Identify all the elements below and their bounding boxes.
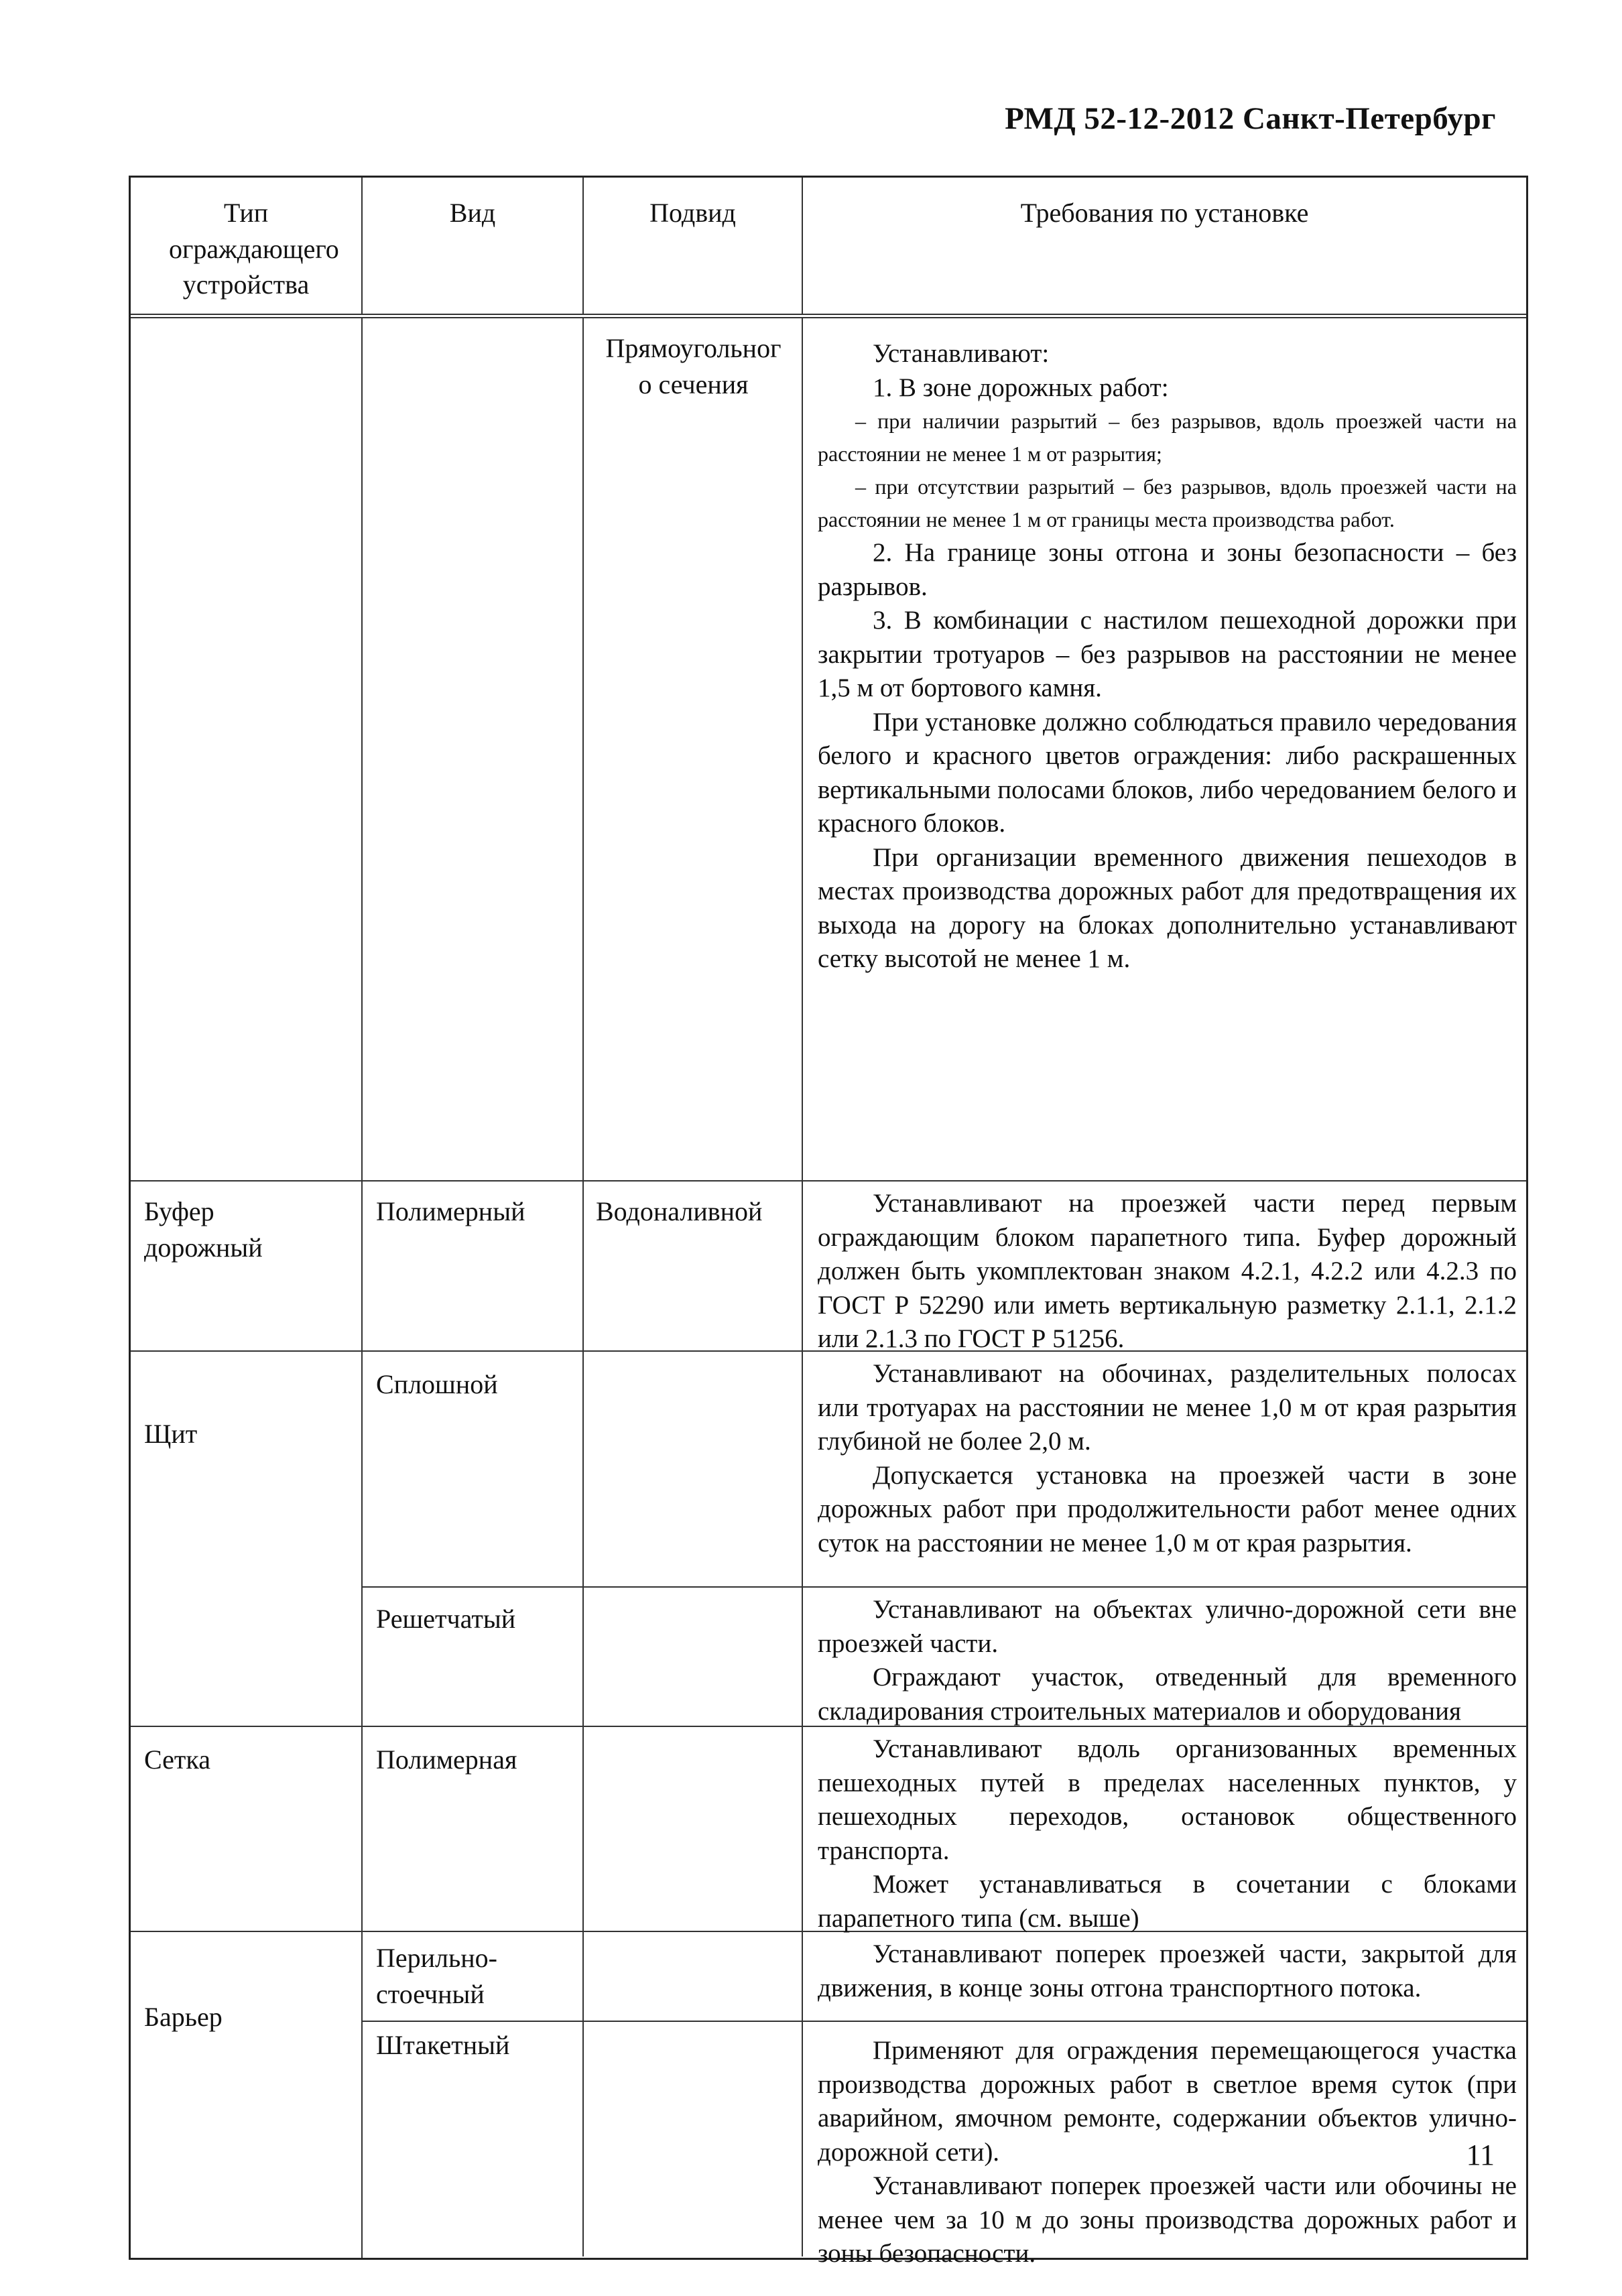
cell-barrier-rail-subkind <box>584 1932 803 2021</box>
table-row-buffer <box>131 1182 1526 1352</box>
cell-buffer-subkind: Водоналивной <box>584 1182 803 1350</box>
net-req-2: Может устанавливаться в сочетании с блоками парапетного типа (см. выше) <box>818 1870 1517 1933</box>
header-subkind-label: Подвид <box>649 198 736 228</box>
document-header: РМД 52-12-2012 Санкт-Петербург <box>1005 101 1496 136</box>
cell-barrier-rail-requirements <box>803 1932 1526 2021</box>
page-number: 11 <box>1466 2139 1495 2171</box>
table-header-row <box>131 178 1526 318</box>
shield-solid-subrow <box>363 1352 1526 1588</box>
rect-subkind-label: Прямоугольного сечения <box>605 333 782 399</box>
cell-empty-type <box>131 318 363 1180</box>
rect-req-3: – при наличии разрытий – без разрывов, вдоль проезжей части на расстоянии не менее 1 м от разрытия; <box>818 409 1517 466</box>
cell-shield-solid-kind: Сплошной <box>363 1352 584 1586</box>
barrier-picket-subrow <box>363 2022 1526 2268</box>
cell-shield-lattice-subkind <box>584 1588 803 1726</box>
buffer-req-1: Устанавливают на проезжей части перед первым ограждающим блоком парапетного типа. Буфер дорожный должен быть укомплектован знаком 4.2.1, 4.2.2 или 4.2.3 по ГОСТ Р 52290 или иметь вертикальную разметку 2.1.1, 2.1.2 или 2.1.3 по ГОСТ Р 51256. <box>818 1189 1517 1353</box>
cell-net-type: Сетка <box>131 1727 363 1931</box>
cell-rect-subkind <box>584 318 803 1180</box>
cell-buffer-requirements <box>803 1182 1526 1353</box>
net-req-1: Устанавливают вдоль организованных временных пешеходных путей в пределах населенных пунктов, у пешеходных переходов, остановок общественного транспорта. <box>818 1734 1517 1865</box>
table-row-shield <box>131 1352 1526 1727</box>
barrier-picket-req-1: Применяют для ограждения перемещающегося участка производства дорожных работ в светлое время суток (при аварийном, ямочном ремонте, содержании объектов улично-дорожной сети). <box>818 2036 1517 2167</box>
header-type <box>131 178 363 314</box>
barrier-rail-req-1: Устанавливают поперек проезжей части, закрытой для движения, в конце зоны отгона транспортного потока. <box>818 1939 1517 2002</box>
cell-shield-solid-subkind <box>584 1352 803 1586</box>
header-subkind <box>584 178 803 314</box>
header-type-label: Тип ограждающего устройства <box>169 198 339 300</box>
shield-solid-req-2: Допускается установка на проезжей части в зоне дорожных работ при продолжительности работ менее одних суток на расстоянии не менее 1,0 м от края разрытия. <box>818 1460 1517 1557</box>
table-row-net <box>131 1727 1526 1932</box>
rect-req-8: При организации временного движения пешеходов в местах производства дорожных работ для предотвращения их выхода на дорогу на блоках дополнительно устанавливают сетку высотой не менее 1 м. <box>818 842 1517 973</box>
cell-barrier-type: Барьер <box>131 1932 363 2258</box>
header-kind-label: Вид <box>449 198 496 228</box>
cell-barrier-picket-requirements <box>803 2022 1526 2268</box>
shield-lattice-subrow <box>363 1588 1526 1726</box>
cell-empty-kind <box>363 318 584 1180</box>
rect-req-7: При установке должно соблюдаться правило чередования белого и красного цветов ограждения: либо раскрашенных вертикальными полосами блоков, либо чередованием белого и красного блоков. <box>818 707 1517 838</box>
cell-barrier-rail-kind: Перильно-стоечный <box>363 1932 584 2021</box>
barrier-picket-req-2: Устанавливают поперек проезжей части или обочины не менее чем за 10 м до зоны производства дорожных работ и зоны безопасности. <box>818 2171 1517 2268</box>
shield-lattice-req-2: Ограждают участок, отведенный для временного складирования строительных материалов и оборудования <box>818 1663 1517 1726</box>
cell-net-requirements <box>803 1727 1526 1931</box>
cell-shield-type: Щит <box>131 1352 363 1726</box>
requirements-table <box>129 176 1528 2268</box>
cell-shield-solid-requirements <box>803 1352 1526 1586</box>
barrier-rail-subrow <box>363 1932 1526 2022</box>
cell-shield-lattice-requirements <box>803 1588 1526 1726</box>
cell-buffer-type: Буфер дорожный <box>131 1182 363 1350</box>
cell-buffer-kind: Полимерный <box>363 1182 584 1350</box>
cell-shield-lattice-kind: Решетчатый <box>363 1588 584 1726</box>
shield-lattice-req-1: Устанавливают на объектах улично-дорожной сети вне проезжей части. <box>818 1595 1517 1658</box>
rect-req-2: 1. В зоне дорожных работ: <box>873 373 1169 402</box>
shield-solid-req-1: Устанавливают на обочинах, разделительных полосах или тротуарах на расстоянии не менее 1,0 м от края разрытия глубиной не более 2,0 м. <box>818 1359 1517 1456</box>
header-kind <box>363 178 584 314</box>
cell-rect-requirements <box>803 318 1526 1180</box>
cell-barrier-picket-subkind <box>584 2022 803 2256</box>
header-requirements-label: Требования по установке <box>1020 198 1309 228</box>
cell-net-subkind <box>584 1727 803 1931</box>
rect-req-1: Устанавливают: <box>873 339 1050 368</box>
rect-req-5: 2. На границе зоны отгона и зоны безопасности – без разрывов. <box>818 538 1517 601</box>
table-row-rect <box>131 318 1526 1182</box>
header-requirements <box>803 178 1526 314</box>
rect-req-4: – при отсутствии разрытий – без разрывов, вдоль проезжей части на расстоянии не менее 1 м от границы места производства работ. <box>818 474 1517 531</box>
table-row-barrier <box>131 1932 1526 2268</box>
cell-net-kind: Полимерная <box>363 1727 584 1931</box>
cell-barrier-picket-kind: Штакетный <box>363 2022 584 2256</box>
rect-req-6: 3. В комбинации с настилом пешеходной дорожки при закрытии тротуаров – без разрывов на расстоянии не менее 1,5 м от бортового камня. <box>818 606 1517 702</box>
